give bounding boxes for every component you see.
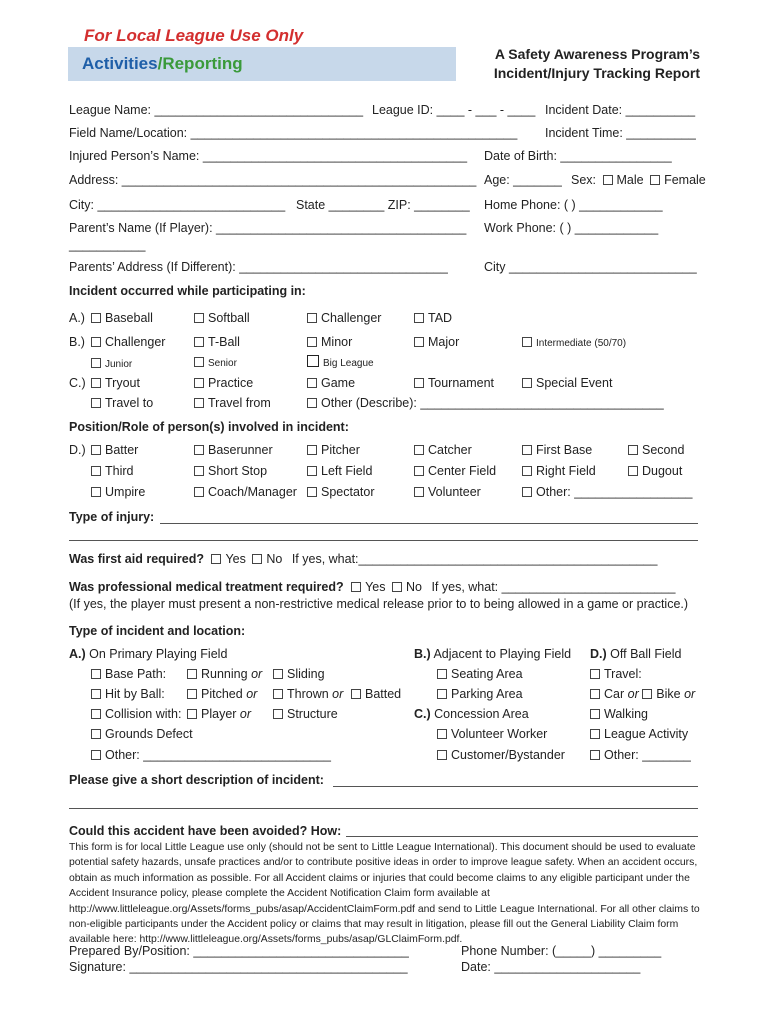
checkbox-icon[interactable] <box>187 689 197 699</box>
loc-volunteer-worker[interactable] <box>437 727 547 742</box>
option-label: Softball <box>208 311 250 325</box>
role-heading: Position/Role of person(s) involved in incident: <box>69 420 349 434</box>
loc-customer-bystander[interactable] <box>437 748 565 763</box>
age-field[interactable]: Age: _______ <box>484 173 562 187</box>
or-text: or <box>684 687 696 701</box>
type-of-injury-label: Type of injury: <box>69 510 155 524</box>
prepared-by-field[interactable]: Prepared By/Position: _______________________________ <box>69 944 409 958</box>
option-game[interactable] <box>307 376 355 391</box>
loc-grounds-defect[interactable] <box>91 727 193 742</box>
checkbox-icon[interactable] <box>590 669 600 679</box>
checkbox-icon[interactable] <box>194 357 204 367</box>
location-d-heading <box>590 647 681 662</box>
option-label: Batted <box>365 687 402 701</box>
option-label: Game <box>321 376 356 390</box>
location-b-heading <box>414 647 571 662</box>
first-aid-row <box>69 552 657 567</box>
checkbox-icon[interactable] <box>437 689 447 699</box>
role-third[interactable] <box>91 464 133 479</box>
option-special-event[interactable] <box>522 376 612 391</box>
loc-structure[interactable] <box>273 707 338 722</box>
checkbox-icon[interactable] <box>628 445 638 455</box>
report-title <box>494 45 700 83</box>
medical-row <box>69 580 675 595</box>
or-text: or <box>239 707 252 721</box>
role-umpire[interactable] <box>91 485 145 500</box>
checkbox-icon[interactable] <box>91 750 101 760</box>
option-label: Travel from <box>208 396 271 410</box>
participation-b-label: B.) <box>69 335 85 349</box>
option-label: Player <box>201 707 237 721</box>
option-label: Coach/Manager <box>208 485 297 499</box>
checkbox-icon[interactable] <box>194 445 204 455</box>
option-label: Travel to <box>105 396 154 410</box>
first-aid-what-field[interactable]: If yes, what:___________________________________________ <box>291 552 658 566</box>
option-label: Catcher <box>428 443 472 457</box>
location-heading: Type of incident and location: <box>69 624 246 638</box>
state-zip-field[interactable]: State ________ ZIP: ________ <box>296 198 470 212</box>
option-label: TAD <box>428 311 453 325</box>
loc-sliding[interactable] <box>273 667 325 682</box>
checkbox-icon[interactable] <box>91 487 101 497</box>
option-label: Third <box>105 464 134 478</box>
location-d-text: Off Ball Field <box>610 647 682 661</box>
option-tryout[interactable] <box>91 376 140 391</box>
option-label: Batter <box>105 443 139 457</box>
role-first-base[interactable] <box>522 443 592 458</box>
option-label: Challenger <box>105 335 166 349</box>
medical-what-field[interactable]: If yes, what: _________________________ <box>431 580 676 594</box>
or-text: or <box>251 667 263 681</box>
league-id-field[interactable]: League ID: ____ - ___ - ____ <box>372 103 536 117</box>
option-label: Challenger <box>321 311 382 325</box>
checkbox-icon[interactable] <box>194 398 204 408</box>
checkbox-icon[interactable] <box>414 445 424 455</box>
option-label: Minor <box>321 335 353 349</box>
option-label: Baseball <box>105 311 153 325</box>
incident-date-field[interactable]: Incident Date: __________ <box>545 103 696 117</box>
banner-reporting: Reporting <box>162 54 243 73</box>
medical-label: Was professional medical treatment required? <box>69 580 344 594</box>
option-label: Tournament <box>428 376 495 390</box>
first-aid-no-label: No <box>266 552 283 566</box>
option-tournament[interactable] <box>414 376 494 391</box>
local-use-label: For Local League Use Only <box>84 26 304 45</box>
location-c-text: Concession Area <box>434 707 529 721</box>
medical-yes-checkbox[interactable] <box>351 582 361 592</box>
loc-parking-area[interactable] <box>437 687 523 702</box>
location-c-heading <box>414 707 529 722</box>
option-label: Other: _______ <box>604 748 691 762</box>
sex-selector <box>571 173 706 188</box>
option-label: Other (Describe): ___________________________________ <box>321 396 664 410</box>
activities-reporting-banner <box>68 47 456 81</box>
checkbox-icon[interactable] <box>522 337 532 347</box>
option-practice[interactable] <box>194 376 253 391</box>
loc-batted[interactable] <box>351 687 401 702</box>
option-label: Pitched <box>201 687 243 701</box>
checkbox-icon[interactable] <box>307 337 317 347</box>
option-label: League Activity <box>604 727 689 741</box>
checkbox-icon[interactable] <box>414 378 424 388</box>
location-c-label: C.) <box>414 707 431 721</box>
role-d-label: D.) <box>69 443 86 457</box>
signature-field[interactable]: Signature: ________________________________________ <box>69 960 408 974</box>
checkbox-icon[interactable] <box>590 729 600 739</box>
short-description-line-2[interactable] <box>69 808 698 809</box>
checkbox-icon[interactable] <box>522 378 532 388</box>
option-label: Collision with: <box>105 707 182 721</box>
role-short-stop[interactable] <box>194 464 267 479</box>
option-label: Other: _________________ <box>536 485 693 499</box>
checkbox-icon[interactable] <box>642 689 652 699</box>
date-field[interactable]: Date: _____________________ <box>461 960 641 974</box>
option-label: Thrown <box>287 687 329 701</box>
role-batter[interactable] <box>91 443 138 458</box>
option-label: First Base <box>536 443 593 457</box>
first-aid-yes-label: Yes <box>225 552 246 566</box>
option-label: Left Field <box>321 464 373 478</box>
option-label: Pitcher <box>321 443 360 457</box>
loc-other-d[interactable] <box>590 748 691 763</box>
option-label: Parking Area <box>451 687 523 701</box>
checkbox-icon[interactable] <box>437 669 447 679</box>
role-second[interactable] <box>628 443 684 458</box>
checkbox-icon[interactable] <box>187 669 197 679</box>
option-label: Junior <box>105 359 133 370</box>
loc-league-activity[interactable] <box>590 727 688 742</box>
incident-time-field[interactable]: Incident Time: __________ <box>545 126 696 140</box>
option-travel-to[interactable] <box>91 396 153 411</box>
checkbox-icon[interactable] <box>590 750 600 760</box>
role-catcher[interactable] <box>414 443 472 458</box>
checkbox-icon[interactable] <box>307 445 317 455</box>
option-intermediate[interactable] <box>522 335 626 351</box>
checkbox-icon[interactable] <box>273 709 283 719</box>
medical-release-note: (If yes, the player must present a non-restrictive medical release prior to to being allowed in a game or practice.) <box>69 597 689 611</box>
loc-car-bike[interactable] <box>590 687 695 702</box>
short-description-line[interactable] <box>333 786 698 787</box>
option-minor[interactable] <box>307 335 352 350</box>
option-label: Tryout <box>105 376 140 390</box>
male-checkbox[interactable] <box>603 175 613 185</box>
report-title-line1: A Safety Awareness Program’s <box>494 46 700 62</box>
option-label: Running <box>201 667 248 681</box>
short-description-label: Please give a short description of incident: <box>69 773 324 787</box>
banner-activities: Activities <box>82 54 158 73</box>
loc-seating-area[interactable] <box>437 667 523 682</box>
sex-label: Sex: <box>571 173 597 187</box>
checkbox-icon[interactable] <box>273 689 283 699</box>
checkbox-icon[interactable] <box>522 466 532 476</box>
type-of-injury-line[interactable] <box>160 523 698 524</box>
option-label: Baserunner <box>208 443 273 457</box>
location-d-label: D.) <box>590 647 607 661</box>
option-label: Car <box>604 687 625 701</box>
role-dugout[interactable] <box>628 464 682 479</box>
checkbox-icon[interactable] <box>307 313 317 323</box>
role-other[interactable] <box>522 485 692 500</box>
location-b-text: Adjacent to Playing Field <box>433 647 572 661</box>
option-softball[interactable] <box>194 311 250 326</box>
male-label: Male <box>616 173 644 187</box>
checkbox-icon[interactable] <box>91 466 101 476</box>
option-label: Volunteer Worker <box>451 727 548 741</box>
female-label: Female <box>664 173 706 187</box>
checkbox-icon[interactable] <box>414 337 424 347</box>
type-of-injury-line-2[interactable] <box>69 540 698 541</box>
option-label: T-Ball <box>208 335 240 349</box>
checkbox-icon[interactable] <box>91 709 101 719</box>
option-tad[interactable] <box>414 311 452 326</box>
avoided-label: Could this accident have been avoided? How: <box>69 824 342 838</box>
location-a-heading <box>69 647 227 662</box>
option-junior[interactable] <box>91 356 132 372</box>
checkbox-icon[interactable] <box>194 337 204 347</box>
checkbox-icon[interactable] <box>414 487 424 497</box>
checkbox-icon[interactable] <box>194 378 204 388</box>
checkbox-icon[interactable] <box>307 466 317 476</box>
loc-base-path[interactable] <box>91 667 166 682</box>
loc-hit-by-ball[interactable] <box>91 687 165 702</box>
option-major[interactable] <box>414 335 459 350</box>
or-text: or <box>627 687 639 701</box>
checkbox-icon[interactable] <box>273 669 283 679</box>
or-text: or <box>246 687 258 701</box>
option-baseball[interactable] <box>91 311 153 326</box>
checkbox-icon[interactable] <box>91 729 101 739</box>
parent-name-field[interactable]: Parent’s Name (If Player): ____________________________________ <box>69 221 467 235</box>
location-b-label: B.) <box>414 647 431 661</box>
checkbox-icon[interactable] <box>414 466 424 476</box>
checkbox-icon[interactable] <box>437 729 447 739</box>
checkbox-icon[interactable] <box>307 398 317 408</box>
checkbox-icon[interactable] <box>590 689 600 699</box>
option-label: Second <box>642 443 685 457</box>
role-volunteer[interactable] <box>414 485 481 500</box>
option-label: Practice <box>208 376 254 390</box>
option-label: Umpire <box>105 485 146 499</box>
location-a-text: On Primary Playing Field <box>89 647 228 661</box>
role-pitcher[interactable] <box>307 443 360 458</box>
option-label: Major <box>428 335 460 349</box>
option-label: Grounds Defect <box>105 727 193 741</box>
role-right-field[interactable] <box>522 464 596 479</box>
option-label: Other: ___________________________ <box>105 748 331 762</box>
checkbox-icon[interactable] <box>307 355 319 367</box>
usage-note: This form is for local Little League use only (should not be sent to Little League International). This document should be used to evaluate potential safety hazards, unsafe practices and/or to contribute positive ideas in order to improve league safety. When an accident occurs, obtain as much information as possible. For all Accident claims or injuries that could become claims to any eligible participant under the Accident Insurance policy, please complete the Accident Notification Claim form available at http://www.littleleague.org/Assets/forms_pubs/asap/AccidentClaimForm.pdf and send to Little League International. For all other claims to non-eligible participants under the Accident policy or claims that may result in litigation, please fill out the General Liability Claim form available here: http://www.littleleague.org/Assets/forms_pubs/asap/GLClaimForm.pdf. <box>69 842 700 946</box>
checkbox-icon[interactable] <box>91 358 101 368</box>
loc-player[interactable] <box>187 707 251 722</box>
injured-name-field[interactable]: Injured Person’s Name: ______________________________________ <box>69 149 468 163</box>
option-label: Dugout <box>642 464 683 478</box>
avoided-line[interactable] <box>346 836 698 837</box>
participation-heading: Incident occurred while participating in: <box>69 284 306 298</box>
role-left-field[interactable] <box>307 464 372 479</box>
option-label: Seating Area <box>451 667 523 681</box>
option-label: Short Stop <box>208 464 268 478</box>
role-coach-manager[interactable] <box>194 485 297 500</box>
dob-field[interactable]: Date of Birth: ________________ <box>484 149 672 163</box>
option-label: Intermediate (50/70) <box>536 338 627 349</box>
loc-travel[interactable] <box>590 667 642 682</box>
first-aid-no-checkbox[interactable] <box>252 554 262 564</box>
banner-slash: / <box>157 54 163 73</box>
or-text: or <box>332 687 344 701</box>
first-aid-label: Was first aid required? <box>69 552 204 566</box>
location-a-label: A.) <box>69 647 86 661</box>
option-challenger-a[interactable] <box>307 311 381 326</box>
address-field[interactable]: Address: ___________________________________________________ <box>69 173 477 187</box>
option-label: Customer/Bystander <box>451 748 565 762</box>
option-tball[interactable] <box>194 335 240 350</box>
medical-no-checkbox[interactable] <box>392 582 402 592</box>
option-label: Center Field <box>428 464 497 478</box>
option-label: Travel: <box>604 667 642 681</box>
option-label: Structure <box>287 707 338 721</box>
checkbox-icon[interactable] <box>437 750 447 760</box>
checkbox-icon[interactable] <box>91 378 101 388</box>
checkbox-icon[interactable] <box>91 337 101 347</box>
city-field[interactable]: City: ___________________________ <box>69 198 286 212</box>
parent-name-continuation[interactable]: ___________ <box>69 238 146 252</box>
option-label: Bike <box>656 687 681 701</box>
checkbox-icon[interactable] <box>91 689 101 699</box>
checkbox-icon[interactable] <box>414 313 424 323</box>
checkbox-icon[interactable] <box>194 466 204 476</box>
checkbox-icon[interactable] <box>307 378 317 388</box>
option-label: Big League <box>323 358 374 369</box>
work-phone-field[interactable]: Work Phone: ( ) ____________ <box>484 221 659 235</box>
medical-yes-label: Yes <box>365 580 386 594</box>
loc-other-a[interactable] <box>91 748 331 763</box>
loc-running[interactable] <box>187 667 262 682</box>
checkbox-icon[interactable] <box>91 398 101 408</box>
report-title-line2: Incident/Injury Tracking Report <box>493 65 700 81</box>
option-label: Base Path: <box>105 667 167 681</box>
loc-pitched[interactable] <box>187 687 257 702</box>
checkbox-icon[interactable] <box>91 669 101 679</box>
checkbox-icon[interactable] <box>91 445 101 455</box>
checkbox-icon[interactable] <box>194 313 204 323</box>
option-label: Special Event <box>536 376 613 390</box>
checkbox-icon[interactable] <box>91 313 101 323</box>
role-spectator[interactable] <box>307 485 375 500</box>
option-label: Walking <box>604 707 648 721</box>
city2-field[interactable]: City ___________________________ <box>484 260 697 274</box>
checkbox-icon[interactable] <box>628 466 638 476</box>
option-label: Sliding <box>287 667 325 681</box>
loc-walking[interactable] <box>590 707 648 722</box>
checkbox-icon[interactable] <box>351 689 361 699</box>
checkbox-icon[interactable] <box>522 445 532 455</box>
first-aid-yes-checkbox[interactable] <box>211 554 221 564</box>
role-center-field[interactable] <box>414 464 496 479</box>
phone-number-field[interactable]: Phone Number: (_____) _________ <box>461 944 662 958</box>
participation-a-label: A.) <box>69 311 85 325</box>
home-phone-field[interactable]: Home Phone: ( ) ____________ <box>484 198 663 212</box>
medical-no-label: No <box>405 580 422 594</box>
option-senior[interactable] <box>194 355 237 371</box>
checkbox-icon[interactable] <box>194 487 204 497</box>
participation-c-label: C.) <box>69 376 86 390</box>
female-checkbox[interactable] <box>650 175 660 185</box>
option-other-describe[interactable] <box>307 396 664 411</box>
option-travel-from[interactable] <box>194 396 271 411</box>
option-label: Senior <box>208 358 237 369</box>
parents-address-field[interactable]: Parents’ Address (If Different): ______________________________ <box>69 260 448 274</box>
role-baserunner[interactable] <box>194 443 273 458</box>
loc-collision-with[interactable] <box>91 707 181 722</box>
league-name-field[interactable]: League Name: ______________________________ <box>69 103 364 117</box>
option-big-league[interactable] <box>307 355 374 371</box>
field-location-field[interactable]: Field Name/Location: _______________________________________________ <box>69 126 518 140</box>
option-label: Volunteer <box>428 485 481 499</box>
option-label: Hit by Ball: <box>105 687 165 701</box>
option-label: Spectator <box>321 485 375 499</box>
checkbox-icon[interactable] <box>522 487 532 497</box>
checkbox-icon[interactable] <box>590 709 600 719</box>
option-challenger-b[interactable] <box>91 335 165 350</box>
loc-thrown[interactable] <box>273 687 343 702</box>
option-label: Right Field <box>536 464 596 478</box>
checkbox-icon[interactable] <box>187 709 197 719</box>
checkbox-icon[interactable] <box>307 487 317 497</box>
